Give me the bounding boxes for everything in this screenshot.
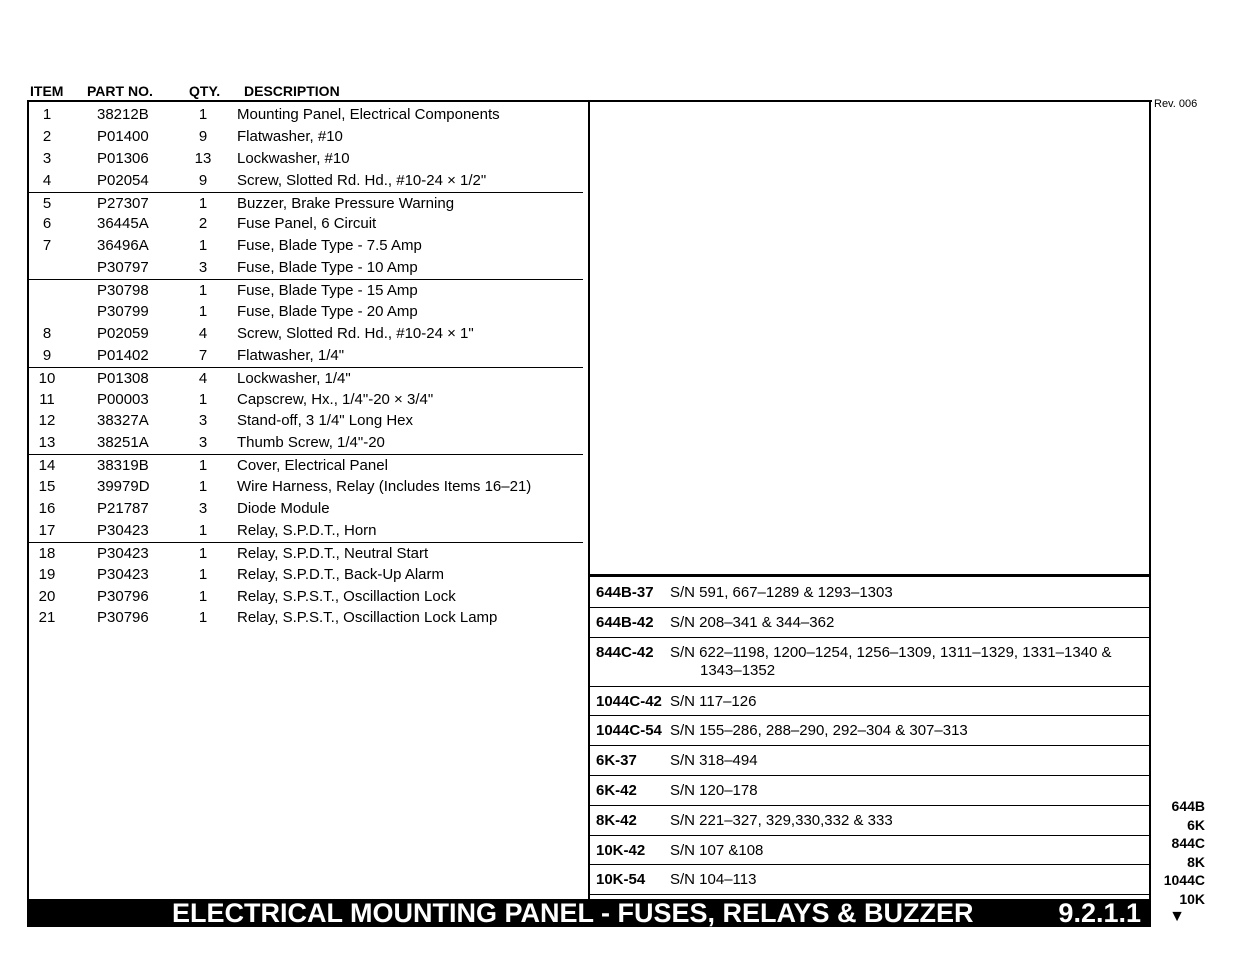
description: Fuse, Blade Type - 15 Amp [237, 282, 418, 300]
serial-row [590, 776, 1149, 806]
section-number: 9.2.1.1 [1058, 898, 1141, 928]
part-number: 36445A [97, 215, 149, 233]
item-number: 12 [38, 412, 56, 430]
table-row [29, 607, 583, 629]
part-number: P30423 [97, 521, 149, 539]
title-bar [27, 899, 1151, 927]
quantity: 9 [198, 127, 208, 145]
table-row [29, 564, 583, 586]
part-number: 38251A [97, 434, 149, 452]
description: Relay, S.P.S.T., Oscillaction Lock Lamp [237, 609, 498, 627]
table-row [29, 148, 583, 170]
description: Lockwasher, 1/4" [237, 369, 351, 387]
description: Fuse, Blade Type - 20 Amp [237, 303, 418, 321]
serial-range-line: S/N 107 &108 [670, 841, 764, 859]
model-code: 6K-37 [596, 752, 637, 770]
model-index-item: 844C [1171, 835, 1205, 851]
item-number: 5 [42, 194, 52, 212]
revision-label: Rev. 006 [1154, 98, 1198, 110]
quantity: 3 [198, 259, 208, 277]
table-row [29, 432, 583, 454]
table-row [29, 586, 583, 608]
model-code: 10K-54 [596, 871, 646, 889]
part-number: P00003 [97, 390, 149, 408]
description: Relay, S.P.S.T., Oscillaction Lock [237, 587, 456, 605]
serial-row [590, 746, 1149, 776]
serial-range [670, 644, 1149, 686]
header-rule [28, 100, 1152, 102]
part-number: P01306 [97, 149, 149, 167]
part-number: P30796 [97, 587, 149, 605]
description: Capscrew, Hx., 1/4"-20 × 3/4" [237, 390, 434, 408]
item-number: 20 [38, 587, 56, 605]
table-row [29, 520, 583, 542]
part-number: P01308 [97, 369, 149, 387]
quantity: 2 [198, 215, 208, 233]
model-index [1164, 797, 1205, 926]
quantity: 1 [198, 565, 208, 583]
table-row [29, 170, 583, 192]
description: Screw, Slotted Rd. Hd., #10-24 × 1" [237, 324, 474, 342]
description: Screw, Slotted Rd. Hd., #10-24 × 1/2" [237, 171, 487, 189]
quantity: 3 [198, 412, 208, 430]
table-row [29, 345, 583, 367]
part-number: P02059 [97, 324, 149, 342]
item-number: 15 [38, 478, 56, 496]
quantity: 4 [198, 324, 208, 342]
part-number: 38212B [97, 106, 149, 123]
serial-range-line: S/N 117–126 [670, 692, 757, 710]
page-title: ELECTRICAL MOUNTING PANEL - FUSES, RELAYS & BUZZER [172, 898, 974, 928]
part-number: 38327A [97, 412, 149, 430]
model-code: 844C-42 [596, 643, 654, 661]
serial-row [590, 578, 1149, 608]
serial-range [670, 722, 1149, 745]
quantity: 4 [198, 369, 208, 387]
table-row [29, 257, 583, 279]
part-number: P01400 [97, 127, 149, 145]
model-code: 8K-42 [596, 811, 637, 829]
table-row [29, 279, 583, 301]
description: Wire Harness, Relay (Includes Items 16–21) [237, 478, 532, 496]
serial-row [590, 865, 1149, 895]
part-number: P30799 [97, 303, 149, 321]
serial-number-list [590, 578, 1149, 895]
header-item: ITEM [30, 83, 64, 99]
model-code: 1044C-42 [596, 692, 662, 710]
quantity: 7 [198, 346, 208, 364]
part-number: P21787 [97, 500, 149, 518]
table-row [29, 104, 583, 126]
description: Lockwasher, #10 [237, 149, 350, 167]
description: Relay, S.P.D.T., Horn [237, 521, 377, 539]
serial-range [670, 584, 1149, 607]
description: Buzzer, Brake Pressure Warning [237, 194, 455, 212]
serial-range [670, 842, 1149, 865]
model-index-item: 1044C [1163, 872, 1205, 888]
quantity: 1 [198, 478, 208, 496]
table-row [29, 542, 583, 564]
model-code: 10K-42 [596, 841, 646, 859]
illustration-bottom-rule [589, 574, 1151, 577]
description: Diode Module [237, 500, 330, 518]
item-number: 16 [38, 500, 56, 518]
model-index-item: 8K [1187, 853, 1205, 870]
quantity: 1 [198, 237, 208, 255]
table-row [29, 192, 583, 214]
serial-row [590, 608, 1149, 638]
part-number: P30796 [97, 609, 149, 627]
description: Mounting Panel, Electrical Components [237, 106, 500, 123]
item-number: 2 [42, 127, 52, 145]
item-number: 4 [42, 171, 52, 189]
quantity: 9 [198, 171, 208, 189]
serial-range [670, 752, 1149, 775]
model-index-item: 10K [1179, 890, 1205, 907]
part-number: P27307 [97, 194, 149, 212]
description: Stand-off, 3 1/4" Long Hex [237, 412, 414, 430]
item-number: 11 [39, 390, 55, 408]
serial-row [590, 638, 1149, 687]
item-number: 17 [38, 521, 56, 539]
item-number: 19 [38, 565, 56, 583]
right-border [1149, 100, 1151, 900]
serial-range-line: S/N 120–178 [670, 781, 758, 799]
item-number: 6 [42, 215, 52, 233]
description: Fuse Panel, 6 Circuit [237, 215, 377, 233]
quantity: 1 [198, 194, 208, 212]
serial-row [590, 836, 1149, 866]
item-number: 9 [42, 346, 52, 364]
table-row [29, 498, 583, 520]
description: Flatwasher, 1/4" [237, 346, 345, 364]
part-number: 38319B [97, 457, 149, 475]
part-number: P30798 [97, 282, 149, 300]
quantity: 1 [198, 303, 208, 321]
part-number: P02054 [97, 171, 149, 189]
quantity: 1 [198, 457, 208, 475]
description: Flatwasher, #10 [237, 127, 343, 145]
quantity: 1 [198, 587, 208, 605]
quantity: 3 [198, 500, 208, 518]
model-code: 6K-42 [596, 781, 637, 799]
item-number: 10 [38, 369, 56, 387]
part-number: P30797 [97, 259, 149, 277]
serial-range-line: S/N 155–286, 288–290, 292–304 & 307–313 [670, 722, 968, 740]
table-row [29, 235, 583, 257]
item-number: 3 [42, 149, 52, 167]
model-index-item: 6K [1187, 816, 1205, 833]
down-triangle-icon: ▼ [1169, 908, 1185, 925]
serial-range [670, 782, 1149, 805]
serial-range [670, 871, 1149, 894]
serial-range-line: S/N 104–113 [670, 871, 757, 889]
description: Relay, S.P.D.T., Neutral Start [237, 544, 429, 562]
table-row [29, 389, 583, 411]
quantity: 1 [198, 521, 208, 539]
serial-range [670, 614, 1149, 637]
part-number: 36496A [97, 237, 149, 255]
serial-range-line: S/N 221–327, 329,330,332 & 333 [670, 811, 893, 829]
item-number: 21 [38, 609, 56, 627]
item-number: 1 [42, 106, 52, 123]
quantity: 1 [198, 390, 208, 408]
item-number: 7 [42, 237, 52, 255]
serial-range-line: S/N 622–1198, 1200–1254, 1256–1309, 1311–1329, 1331–1340 & [670, 643, 1112, 661]
header-description: DESCRIPTION [244, 83, 340, 99]
description: Relay, S.P.D.T., Back-Up Alarm [237, 565, 445, 583]
serial-range-line: S/N 591, 667–1289 & 1293–1303 [670, 584, 893, 601]
header-qty: QTY. [189, 83, 221, 99]
quantity: 1 [198, 609, 208, 627]
part-number: P01402 [97, 346, 149, 364]
serial-range [670, 812, 1149, 835]
model-code: 644B-42 [596, 613, 654, 631]
table-row [29, 126, 583, 148]
table-row [29, 301, 583, 323]
part-number: P30423 [97, 565, 149, 583]
parts-list [29, 104, 583, 629]
quantity: 1 [198, 106, 208, 123]
table-row [29, 213, 583, 235]
header-part-no: PART NO. [87, 83, 153, 99]
serial-row [590, 687, 1149, 717]
part-number: P30423 [97, 544, 149, 562]
serial-row [590, 716, 1149, 746]
model-index-item: 644B [1171, 798, 1205, 814]
table-row [29, 410, 583, 432]
serial-range-line: S/N 318–494 [670, 752, 758, 770]
model-code: 644B-37 [596, 584, 654, 601]
table-row [29, 476, 583, 498]
description: Thumb Screw, 1/4"-20 [237, 434, 385, 452]
table-row [29, 367, 583, 389]
item-number: 13 [38, 434, 56, 452]
description: Fuse, Blade Type - 10 Amp [237, 259, 418, 277]
item-number: 18 [38, 544, 56, 562]
item-number: 14 [38, 457, 56, 475]
quantity: 1 [198, 282, 208, 300]
serial-range-line: S/N 208–341 & 344–362 [670, 613, 835, 631]
quantity: 13 [194, 149, 212, 167]
serial-range [670, 693, 1149, 716]
table-row [29, 454, 583, 476]
serial-range-line: 1343–1352 [700, 661, 776, 679]
item-number: 8 [42, 324, 52, 342]
table-row [29, 323, 583, 345]
description: Cover, Electrical Panel [237, 457, 388, 475]
description: Fuse, Blade Type - 7.5 Amp [237, 237, 422, 255]
serial-row [590, 806, 1149, 836]
part-number: 39979D [97, 478, 150, 496]
model-code: 1044C-54 [596, 722, 662, 740]
quantity: 1 [198, 544, 208, 562]
quantity: 3 [198, 434, 208, 452]
